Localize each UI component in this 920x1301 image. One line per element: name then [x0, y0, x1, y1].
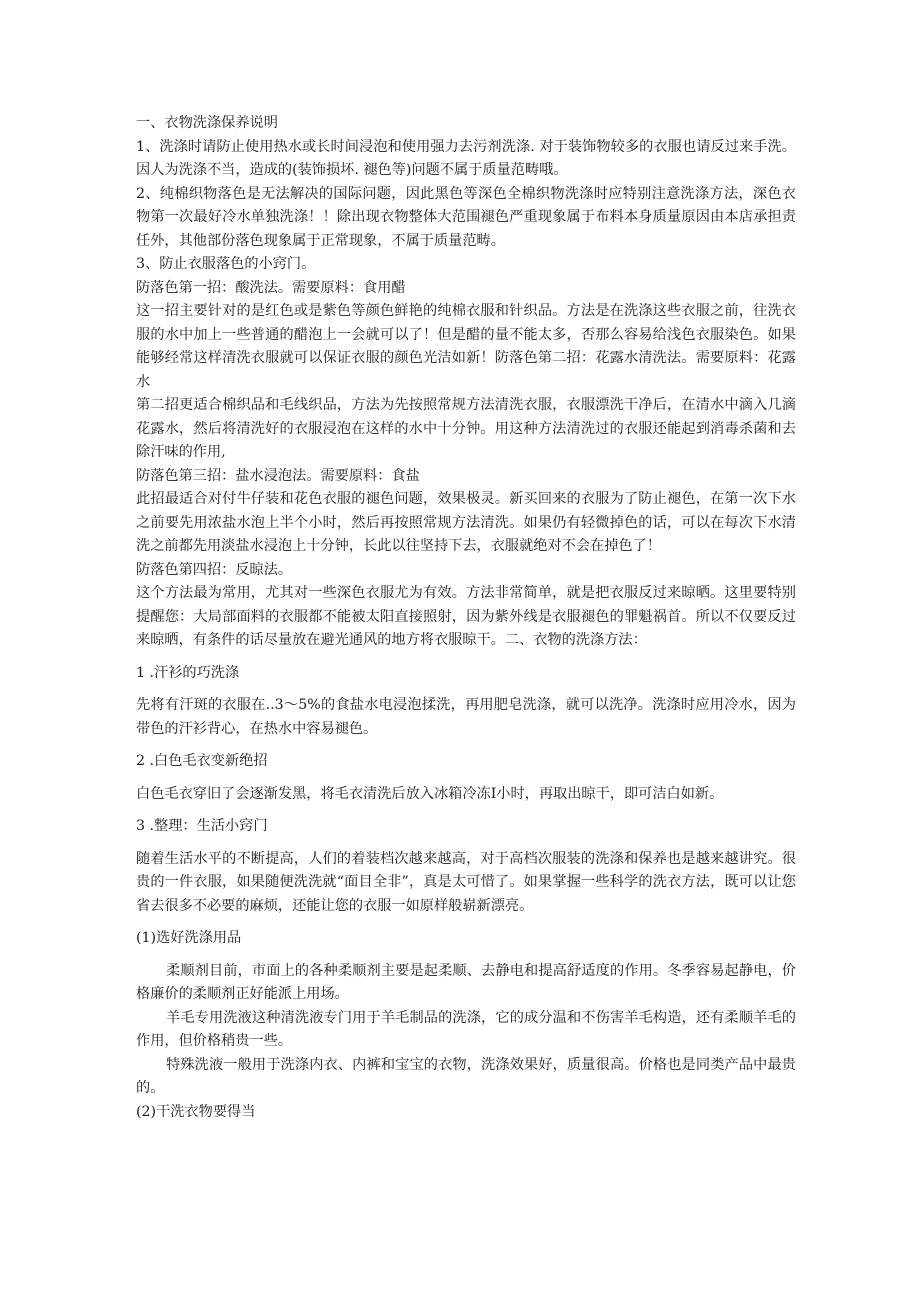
document-page [136, 112, 796, 1124]
method-heading-2: 2 .白色毛衣变新绝招 [136, 753, 268, 769]
method-body-3: 随着生活水平的不断提高，人们的着装档次越来越高，对于高档次服装的洗涤和保养也是越来越讲究。很贵的一件衣服，如果随便洗洗就“面目全非”，真是太可惜了。如果掌握一些科学的洗衣方法，既可以让您省去很多不必要的麻烦，还能让您的衣服一如原样般崭新漂亮。 [136, 850, 796, 914]
tip-body-4: 这个方法最为常用，尤其对一些深色衣服尤为有效。方法非常简单，就是把衣服反过来晾晒。这里要特别提醒您：大局部面料的衣服都不能被太阳直接照射，因为紫外线是衣服褪色的罪魁祸首。所以不仅要反过来晾晒，有条件的话尽量放在避光通风的地方将衣服晾干。二、衣物的洗涤方法： [136, 585, 796, 648]
tip-body-3: 此招最适合对付牛仔装和花色衣服的褪色问题，效果极灵。新买回来的衣服为了防止褪色，在第一次下水之前要先用浓盐水泡上半个小时，然后再按照常规方法清洗。如果仍有轻微掉色的话，可以在每次下水清洗之前都先用淡盐水浸泡上十分钟，长此以往坚持下去，衣服就绝对不会在掉色了！ [136, 491, 796, 554]
paragraph-care-1: 1、洗涤时请防止使用热水或长时间浸泡和使用强力去污剂洗涤. 对于装饰物较多的衣服也请反过来手洗。因人为洗涤不当，造成的(装饰损坏. 褪色等)问题不属于质量范畴哦。 [136, 138, 796, 178]
subsection-heading-2: (2)干洗衣物要得当 [136, 1103, 256, 1120]
detergent-softener: 柔顺剂目前，市面上的各种柔顺剂主要是起柔顺、去静电和提高舒适度的作用。冬季容易起静电，价格廉价的柔顺剂正好能派上用场。 [136, 962, 796, 1002]
tip-heading-4: 防落色第四招：反晾法。 [136, 561, 293, 578]
method-body-2: 白色毛衣穿旧了会逐渐发黑，将毛衣清洗后放入冰箱冷冻I小时，再取出晾干，即可洁白如新。 [136, 785, 724, 802]
detergent-wool: 羊毛专用洗液这种清洗液专门用于羊毛制品的洗涤，它的成分温和不伤害羊毛构造，还有柔顺羊毛的作用，但价格稍贵一些。 [136, 1009, 796, 1049]
method-body-1: 先将有汗斑的衣服在..3～5%的食盐水电浸泡揉洗，再用肥皂洗涤，就可以洗净。洗涤时应用冷水，因为带色的汗衫背心，在热水中容易褪色。 [136, 697, 796, 737]
tip-heading-3: 防落色第三招：盐水浸泡法。需要原料：食盐 [136, 467, 420, 484]
detergent-special: 特殊洗液一般用于洗涤内衣、内裤和宝宝的衣物，洗涤效果好，质量很高。价格也是同类产品中最贵的。 [136, 1056, 796, 1096]
paragraph-care-2: 2、纯棉织物落色是无法解决的国际问题，因此黑色等深色全棉织物洗涤时应特别注意洗涤方法，深色衣物第一次最好冷水单独洗涤！！除出现衣物整体大范围褪色严重现象属于布料本身质量原因由本店承担责任外，其他部份落色现象属于正常现象，不属于质量范畴。 [136, 185, 796, 249]
section-heading-care: 一、衣物洗涤保养说明 [136, 115, 278, 131]
tip-body-1: 这一招主要针对的是红色或是紫色等颜色鲜艳的纯棉衣服和针织品。方法是在洗涤这些衣服之前，往洗衣服的水中加上一些普通的醋泡上一会就可以了！但是醋的量不能太多，否那么容易给浅色衣服染色。如果能够经常这样清洗衣服就可以保证衣服的颜色光洁如新！防落色第二招：花露水清洗法。需要原料：花露水 [136, 303, 796, 390]
method-heading-1: 1 .汗衫的巧洗涤 [136, 664, 240, 681]
tip-body-2: 第二招更适合棉织品和毛线织品，方法为先按照常规方法清洗衣服，衣服漂洗干净后，在清水中滴入几滴花露水，然后将清洗好的衣服浸泡在这样的水中十分钟。用这种方法清洗过的衣服还能起到消毒杀菌和去除汗味的作用, [136, 397, 796, 460]
subsection-heading-1: (1)选好洗涤用品 [136, 930, 242, 946]
paragraph-care-3: 3、防止衣服落色的小窍门。 [136, 256, 316, 272]
method-heading-3: 3 .整理：生活小窍门 [136, 818, 268, 834]
tip-heading-1: 防落色第一招：酸洗法。需要原料：食用醋 [136, 279, 406, 296]
